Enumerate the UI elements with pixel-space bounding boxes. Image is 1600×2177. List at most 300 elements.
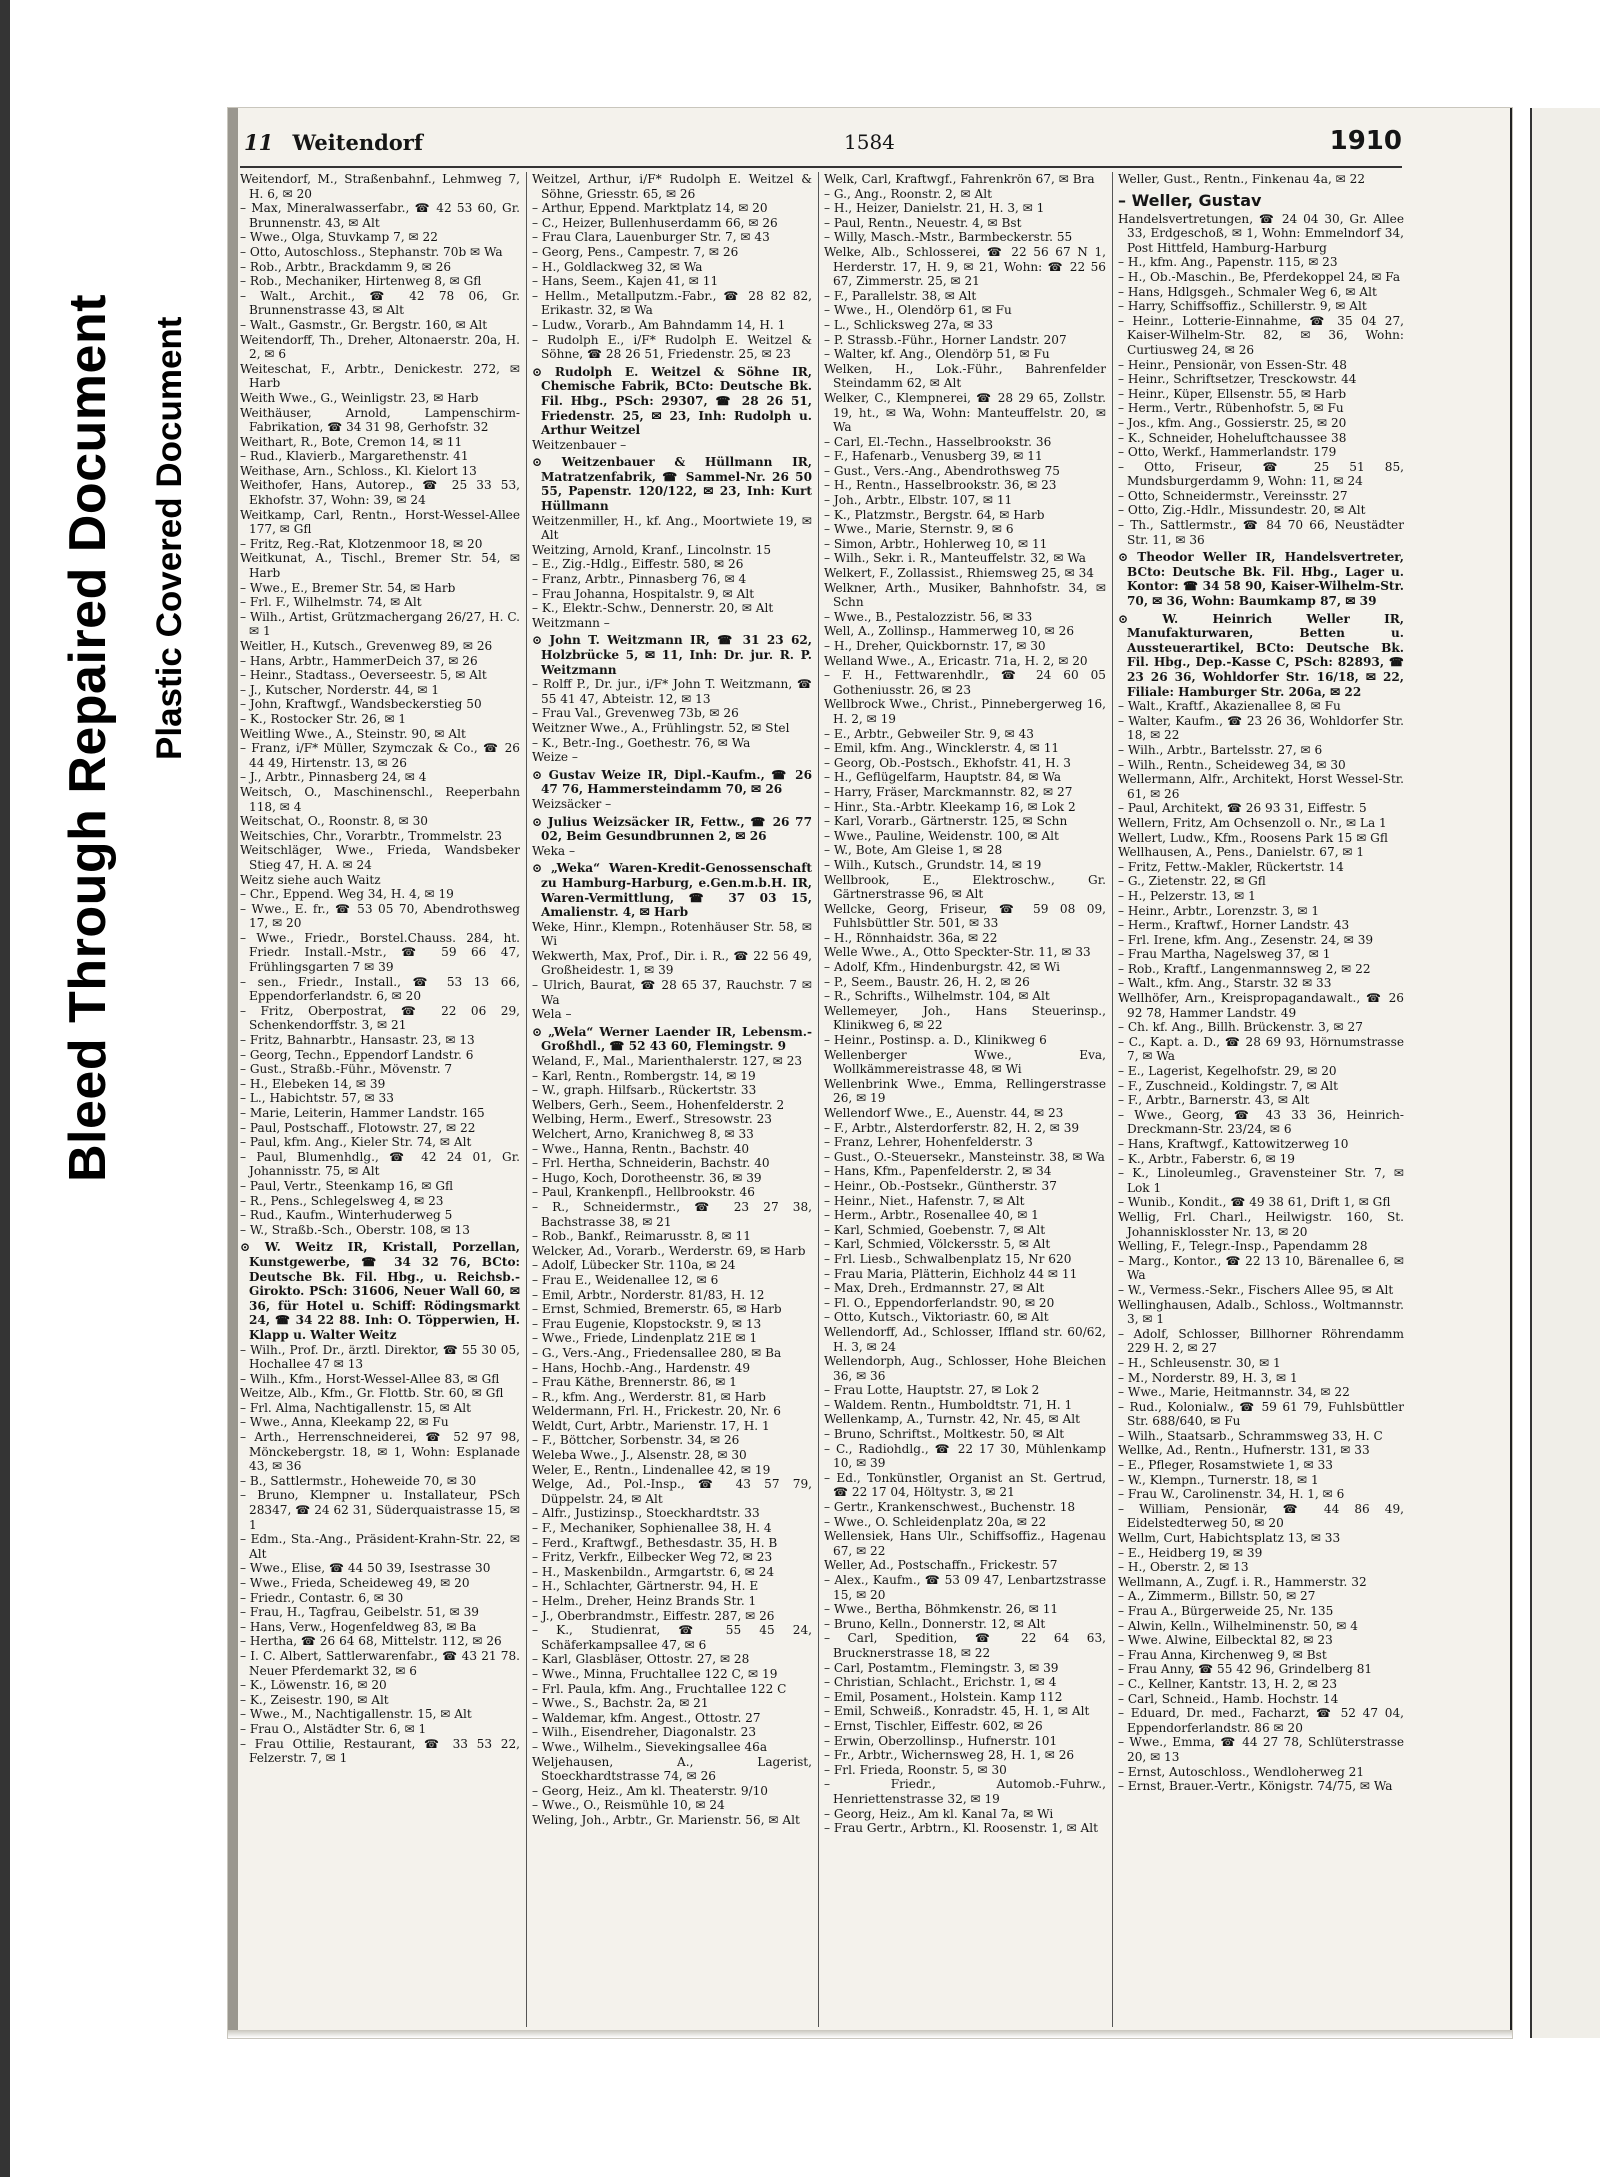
directory-entry: – Heinr., Pensionär, von Essen-Str. 48 [1118, 357, 1347, 372]
directory-entry: – H., Maskenbildn., Armgartstr. 6, ✉ 24 [532, 1564, 775, 1579]
directory-entry: – Franz, Lehrer, Hohenfelderstr. 3 [824, 1135, 1033, 1150]
column-4 [1118, 172, 1404, 2027]
directory-entry: – F., Arbtr., Barnerstr. 43, ✉ Alt [1118, 1093, 1310, 1108]
firm-entry: ⊙ W. Weitz IR, Kristall, Porzellan, Kunstgewerbe, ☎ 34 32 76, BCto: Deutsche Bk. Fil. Hbg., u. Reichsb.-Girokto. PSch: 31606, Neuer Wall 60, ✉ 36, für Hotel u. Schiff: Rödingsmarkt 24, ☎ 34 22 88. Inh: O. Töpperwien, H. Klapp u. Walter Weitz [240, 1240, 520, 1342]
directory-entry: – J., Arbtr., Pinnasberg 24, ✉ 4 [240, 770, 427, 785]
directory-entry: – W., Klempn., Turnerstr. 18, ✉ 1 [1118, 1472, 1319, 1487]
directory-entry: Weithart, R., Bote, Cremon 14, ✉ 11 [240, 434, 463, 449]
directory-entry: – Hertha, ☎ 26 64 68, Mittelstr. 112, ✉ 26 [240, 1634, 502, 1649]
directory-entry: – Paul, kfm. Ang., Kieler Str. 74, ✉ Alt [240, 1135, 472, 1150]
directory-entry: – Frau, H., Tagfrau, Geibelstr. 51, ✉ 39 [240, 1605, 479, 1620]
directory-entry: – Frau E., Weidenallee 12, ✉ 6 [532, 1272, 719, 1287]
directory-entry: – H., Pelzerstr. 13, ✉ 1 [1118, 888, 1256, 903]
directory-entry: – Franz, Arbtr., Pinnasberg 76, ✉ 4 [532, 572, 747, 587]
directory-entry: – Frau Clara, Lauenburger Str. 7, ✉ 43 [532, 230, 770, 245]
directory-entry: Welge, Ad., Pol.-Insp., ☎ 43 57 79, Düppelstr. 24, ✉ Alt [532, 1477, 812, 1506]
directory-entry: – Erwin, Oberzollinsp., Hufnerstr. 101 [824, 1733, 1058, 1748]
directory-entry: – E., Arbtr., Gebweiler Str. 9, ✉ 43 [824, 726, 1034, 741]
directory-entry: – Christian, Schlacht., Erichstr. 1, ✉ 4 [824, 1675, 1057, 1690]
directory-entry: – Rob., Bankf., Reimarusstr. 8, ✉ 11 [532, 1229, 751, 1244]
directory-entry: – Georg, Heiz., Am kl. Theaterstr. 9/10 [532, 1783, 768, 1798]
directory-entry: – Frl. Paula, kfm. Ang., Fruchtallee 122 C [532, 1681, 787, 1696]
directory-entry: – H., Elebeken 14, ✉ 39 [240, 1076, 386, 1091]
directory-entry: – Wwe., Anna, Kleekamp 22, ✉ Fu [240, 1415, 449, 1430]
directory-entry: Handelsvertretungen, ☎ 24 04 30, Gr. Allee 33, Erdgeschoß, ✉ 1, Wohn: Emmelndorf 34, Post Hittfeld, Hamburg-Harburg [1118, 211, 1404, 255]
directory-entry: – Walt., kfm. Ang., Starstr. 32 ✉ 33 [1118, 976, 1332, 991]
directory-entry: Weland, F., Mal., Marienthalerstr. 127, ✉ 23 [532, 1054, 803, 1069]
directory-entry: – K., Arbtr., Faberstr. 6, ✉ 19 [1118, 1151, 1295, 1166]
directory-entry: – Hinr., Sta.-Arbtr. Kleekamp 16, ✉ Lok 2 [824, 799, 1076, 814]
directory-entry: – Walt., Kraftf., Akazienallee 8, ✉ Fu [1118, 699, 1341, 714]
directory-entry: Welland Wwe., A., Ericastr. 71a, H. 2, ✉ 20 [824, 653, 1088, 668]
plastic-covered-stamp: Plastic Covered Document [150, 316, 189, 760]
directory-entry: – Wwe., Emma, ☎ 44 27 78, Schlüterstrasse 20, ✉ 13 [1118, 1735, 1404, 1764]
directory-entry: – Karl, Glasbläser, Ottostr. 27, ✉ 28 [532, 1652, 750, 1667]
firm-entry: ⊙ W. Heinrich Weller IR, Manufakturwaren, Betten u. Aussteuerartikel, BCto: Deutsche Bk. Fil. Hbg., Dep.-Kasse C, PSch: 82893, ☎ 23 26 36, Wohldorfer Str. 16/18, ✉ 22, Filiale: Hamburger Str. 206a, ✉ 22 [1118, 611, 1404, 699]
directory-entry: – Georg, Techn., Eppendorf Landstr. 6 [240, 1047, 474, 1062]
directory-entry: Weitschläger, Wwe., Frieda, Wandsbeker Stieg 47, H. A. ✉ 24 [240, 843, 520, 872]
directory-entry: – Waldem. Rentn., Humboldtstr. 71, H. 1 [824, 1397, 1073, 1412]
directory-entry: Wela – [532, 1007, 572, 1022]
directory-entry: – Rud., Klavierb., Margarethenstr. 41 [240, 449, 469, 464]
directory-entry: – C., Kellner, Kantstr. 13, H. 2, ✉ 23 [1118, 1676, 1338, 1691]
directory-entry: – R., kfm. Ang., Werderstr. 81, ✉ Harb [532, 1389, 766, 1404]
directory-entry: – Frau Johanna, Hospitalstr. 9, ✉ Alt [532, 586, 755, 601]
directory-entry: – Herm., Kraftwf., Horner Landstr. 43 [1118, 918, 1350, 933]
directory-entry: Welken, H., Lok.-Führ., Bahrenfelder Steindamm 62, ✉ Alt [824, 361, 1106, 391]
directory-entry: – Wwe., H., Olendörp 61, ✉ Fu [824, 303, 1012, 318]
directory-entry: – Wwe., Olga, Stuvkamp 7, ✉ 22 [240, 230, 438, 245]
directory-entry: Weller, Gust., Rentn., Finkenau 4a, ✉ 22 [1118, 172, 1366, 186]
directory-entry: – J., Kutscher, Norderstr. 44, ✉ 1 [240, 682, 440, 697]
header-number: 11 [244, 130, 274, 155]
firm-entry: ⊙ John T. Weitzmann IR, ☎ 31 23 62, Holzbrücke 5, ✉ 11, Inh: Dr. jur. R. P. Weitzmann [532, 633, 812, 677]
directory-entry: – Fritz, Bahnarbtr., Hansastr. 23, ✉ 13 [240, 1033, 475, 1048]
directory-entry: – Harry, Schiffsoffiz., Schillerstr. 9, ✉ Alt [1118, 299, 1367, 314]
directory-entry: – Wilh., Arbtr., Bartelsstr. 27, ✉ 6 [1118, 742, 1323, 757]
directory-entry: Weitendorf, M., Straßenbahnf., Lehmweg 7, H. 6, ✉ 20 [240, 172, 520, 201]
directory-entry: – F., Hafenarb., Venusberg 39, ✉ 11 [824, 449, 1043, 464]
directory-entry: – Rud., Kolonialw., ☎ 59 61 79, Fuhlsbüttler Str. 688/640, ✉ Fu [1118, 1399, 1404, 1429]
directory-entry: Weithäuser, Arnold, Lampenschirm-Fabrikation, ☎ 34 31 98, Gerhofstr. 32 [240, 405, 520, 435]
directory-entry: – Chr., Eppend. Weg 34, H. 4, ✉ 19 [240, 887, 454, 902]
directory-entry: – H., Rentn., Hasselbrookstr. 36, ✉ 23 [824, 478, 1057, 493]
directory-entry: – C., Radiohdlg., ☎ 22 17 30, Mühlenkamp 10, ✉ 39 [824, 1441, 1106, 1471]
directory-entry: – Frau Martha, Nagelsweg 37, ✉ 1 [1118, 947, 1331, 962]
directory-entry: – Alex., Kaufm., ☎ 53 09 47, Lenbartzstrasse 15, ✉ 20 [824, 1573, 1106, 1602]
directory-entry: – Emil, Posament., Holstein. Kamp 112 [824, 1689, 1063, 1704]
directory-entry: – Otto, Zig.-Hdlr., Missundestr. 20, ✉ Alt [1118, 503, 1366, 518]
directory-entry: – Adolf, Kfm., Hindenburgstr. 42, ✉ Wi [824, 960, 1061, 975]
directory-entry: – Rud., Kaufm., Winterhuderweg 5 [240, 1208, 453, 1223]
directory-entry: – Wwe., E. fr., ☎ 53 05 70, Abendrothsweg 17, ✉ 20 [240, 901, 520, 931]
bleed-through-stamp: Bleed Through Repaired Document [59, 293, 117, 1182]
header-rule [240, 166, 1402, 168]
adjacent-page-strip [1530, 108, 1600, 2038]
directory-columns [240, 172, 1404, 2027]
directory-entry: – Karl, Schmied, Goebenstr. 7, ✉ Alt [824, 1222, 1046, 1237]
directory-entry: – Gust., Straßb.-Führ., Mövenstr. 7 [240, 1062, 453, 1077]
column-1 [240, 172, 520, 2027]
directory-entry: – J., Oberbrandmstr., Eiffestr. 287, ✉ 26 [532, 1608, 775, 1623]
directory-entry: Wellke, Ad., Rentn., Hufnerstr. 131, ✉ 33 [1118, 1443, 1370, 1458]
directory-entry: Wellert, Ludw., Kfm., Roosens Park 15 ✉ Gfl [1118, 830, 1388, 845]
directory-entry: Wellensiek, Hans Ulr., Schiffsoffiz., Hagenau 67, ✉ 22 [824, 1529, 1106, 1558]
directory-entry: Weithase, Arn., Schloss., Kl. Kielort 13 [240, 463, 477, 478]
directory-entry: Welle Wwe., A., Otto Speckter-Str. 11, ✉ 33 [824, 945, 1091, 960]
directory-entry: – Walt., Gasmstr., Gr. Bergstr. 160, ✉ Alt [240, 317, 488, 332]
directory-entry: – Ferd., Kraftwgf., Bethesdastr. 35, H. B [532, 1535, 778, 1550]
directory-entry: Well, A., Zollinsp., Hammerweg 10, ✉ 26 [824, 624, 1075, 639]
directory-entry: – A., Zimmerm., Billstr. 50, ✉ 27 [1118, 1589, 1316, 1604]
directory-entry: – Georg, Ob.-Postsch., Ekhofstr. 41, H. 3 [824, 755, 1071, 770]
directory-entry: – Paul, Architekt, ☎ 26 93 31, Eiffestr. 5 [1118, 801, 1367, 816]
header-section-name: Weitendorf [292, 130, 423, 155]
directory-entry: – Paul, Rentn., Neuestr. 4, ✉ Bst [824, 215, 1022, 230]
directory-entry: – Bruno, Schriftst., Moltkestr. 50, ✉ Alt [824, 1427, 1065, 1442]
directory-entry: – Frau Anny, ☎ 55 42 96, Grindelberg 81 [1118, 1662, 1373, 1677]
directory-entry: – Wwe., Hanna, Rentn., Bachstr. 40 [532, 1141, 750, 1156]
directory-entry: – Wwe., Minna, Fruchtallee 122 C, ✉ 19 [532, 1666, 778, 1681]
directory-entry: – Frl. Liesb., Schwalbenplatz 15, Nr 620 [824, 1251, 1072, 1266]
directory-entry: Weize – [532, 750, 578, 765]
directory-entry: – H., Dreher, Quickbornstr. 17, ✉ 30 [824, 639, 1046, 653]
directory-entry: – Emil, Schweiß., Konradstr. 45, H. 1, ✉ Alt [824, 1704, 1090, 1719]
directory-entry: – Wwe., Marie, Heitmannstr. 34, ✉ 22 [1118, 1385, 1350, 1400]
directory-entry: – Gertr., Krankenschwest., Buchenstr. 18 [824, 1500, 1076, 1515]
directory-entry: – Max, Dreh., Erdmannstr. 27, ✉ Alt [824, 1281, 1045, 1296]
directory-entry: – Ernst, Tischler, Eiffestr. 602, ✉ 26 [824, 1718, 1043, 1733]
scan-edge-shadow [0, 0, 10, 2177]
directory-entry: – P. Strassb.-Führ., Horner Landstr. 207 [824, 332, 1067, 347]
directory-entry: – Frau Ottilie, Restaurant, ☎ 33 53 22, Felzerstr. 7, ✉ 1 [240, 1736, 520, 1766]
directory-entry: Weiteschat, F., Arbtr., Denickestr. 272, ✉ Harb [240, 361, 520, 391]
directory-entry: Wellenkamp, A., Turnstr. 42, Nr. 45, ✉ Alt [824, 1412, 1080, 1427]
directory-entry: – K., Rostocker Str. 26, ✉ 1 [240, 711, 407, 726]
directory-entry: – Rudolph E., i/F* Rudolph E. Weitzel & Söhne, ☎ 28 26 51, Friedenstr. 25, ✉ 23 [532, 332, 812, 362]
directory-entry: – Arthur, Eppend. Marktplatz 14, ✉ 20 [532, 201, 768, 216]
directory-entry: – Fritz, Fettw.-Makler, Rückertstr. 14 [1118, 859, 1344, 874]
directory-entry: – Fritz, Reg.-Rat, Klotzenmoor 18, ✉ 20 [240, 536, 483, 551]
directory-entry: – Otto, Werkf., Hammerlandstr. 179 [1118, 445, 1337, 460]
directory-entry: – Paul, Vertr., Steenkamp 16, ✉ Gfl [240, 1178, 454, 1193]
directory-entry: Wellendorff, Ad., Schlosser, Iffland str. 60/62, H. 3, ✉ 24 [824, 1324, 1106, 1354]
directory-entry: – Wilh., Rentn., Scheideweg 34, ✉ 30 [1118, 757, 1346, 772]
directory-entry: Wekwerth, Max, Prof., Dir. i. R., ☎ 22 56 49, Großheidestr. 1, ✉ 39 [532, 948, 812, 978]
directory-entry: – K., Studienrat, ☎ 55 45 24, Schäferkampsallee 47, ✉ 6 [532, 1623, 812, 1652]
directory-entry: – K., Schneider, Hoheluftchaussee 38 [1118, 430, 1347, 445]
directory-entry: – Friedr., Automob.-Fuhrw., Henriettenstrasse 32, ✉ 19 [824, 1777, 1106, 1806]
directory-entry: Wellenberger Wwe., Eva, Wollkämmereistrasse 48, ✉ Wi [824, 1047, 1106, 1077]
directory-entry: – Hans, Hdlgsgeh., Schmaler Weg 6, ✉ Alt [1118, 284, 1377, 299]
header-section [244, 130, 423, 155]
directory-entry: – Hellm., Metallputzm.-Fabr., ☎ 28 82 82, Erikastr. 32, ✉ Wa [532, 288, 812, 318]
directory-entry: – William, Pensionär, ☎ 44 86 49, Eidelstedterweg 50, ✉ 20 [1118, 1501, 1404, 1531]
directory-entry: – Wwe., Frieda, Scheideweg 49, ✉ 20 [240, 1576, 470, 1590]
directory-entry: – Otto, Schneidermstr., Vereinsstr. 27 [1118, 488, 1348, 503]
directory-entry: – Otto, Kutsch., Viktoriastr. 60, ✉ Alt [824, 1310, 1049, 1325]
directory-entry: Welcker, Ad., Vorarb., Werderstr. 69, ✉ Harb [532, 1243, 806, 1258]
directory-entry: – Wilh., Prof. Dr., ärztl. Direktor, ☎ 55 30 05, Hochallee 47 ✉ 13 [240, 1342, 520, 1372]
directory-entry: – F., Arbtr., Alsterdorferstr. 82, H. 2, ✉ 39 [824, 1120, 1080, 1135]
directory-entry: – R., Pens., Schlegelsweg 4, ✉ 23 [240, 1193, 444, 1208]
directory-entry: Welbers, Gerh., Seem., Hohenfelderstr. 2 [532, 1097, 785, 1112]
directory-entry: – H., Heizer, Danielstr. 21, H. 3, ✉ 1 [824, 201, 1045, 216]
directory-entry: – Ludw., Vorarb., Am Bahndamm 14, H. 1 [532, 317, 786, 332]
column-2 [532, 172, 812, 2027]
directory-entry: – H., Oberstr. 2, ✉ 13 [1118, 1560, 1249, 1575]
directory-entry: – H., Ob.-Maschin., Be, Pferdekoppel 24, ✉ Fa [1118, 269, 1401, 284]
directory-entry: – W., graph. Hilfsarb., Rückertstr. 33 [532, 1083, 757, 1098]
directory-entry: – Adolf, Lübecker Str. 110a, ✉ 24 [532, 1258, 736, 1273]
directory-entry: – Ed., Tonkünstler, Organist an St. Gertrud, ☎ 22 17 04, Höltystr. 3, ✉ 21 [824, 1470, 1106, 1500]
directory-entry: – Arth., Herrenschneiderei, ☎ 52 97 98, Mönckebergstr. 18, ✉ 1, Wohn: Esplanade 43, ✉ 36 [240, 1430, 520, 1474]
directory-entry: Wellmann, A., Zugf. i. R., Hammerstr. 32 [1118, 1574, 1367, 1589]
directory-entry: Wellendorf Wwe., E., Auenstr. 44, ✉ 23 [824, 1106, 1064, 1120]
directory-entry: – Wwe., Wilhelm., Sievekingsallee 46a [532, 1739, 768, 1754]
directory-entry: – Wwe. Alwine, Eilbecktal 82, ✉ 23 [1118, 1633, 1333, 1648]
page-right-rule [1510, 108, 1512, 2038]
directory-entry: Welbing, Herm., Ewerf., Stresowstr. 23 [532, 1112, 772, 1127]
directory-entry: Weke, Hinr., Klempn., Rotenhäuser Str. 58, ✉ Wi [532, 919, 812, 949]
directory-entry: – Joh., Arbtr., Elbstr. 107, ✉ 11 [824, 493, 1013, 508]
firm-entry: ⊙ „Wela“ Werner Laender IR, Lebensm.-Großhdl., ☎ 52 43 60, Flemingstr. 9 [532, 1024, 812, 1054]
directory-entry: Weitkamp, Carl, Rentn., Horst-Wessel-Allee 177, ✉ Gfl [240, 507, 520, 537]
directory-entry: – Ernst, Schmied, Bremerstr. 65, ✉ Harb [532, 1302, 782, 1317]
directory-entry: – Fr., Arbtr., Wichernsweg 28, H. 1, ✉ 26 [824, 1748, 1075, 1763]
directory-entry: Wellemeyer, Joh., Hans Steuerinsp., Klinikweg 6, ✉ 22 [824, 1003, 1106, 1033]
directory-entry: Weljehausen, A., Lagerist, Stoeckhardtstrasse 74, ✉ 26 [532, 1754, 812, 1784]
directory-entry: Wellenbrink Wwe., Emma, Rellingerstrasse 26, ✉ 19 [824, 1076, 1106, 1106]
directory-entry: – Emil, kfm. Ang., Wincklerstr. 4, ✉ 11 [824, 741, 1060, 756]
directory-entry: – K., Elektr.-Schw., Dennerstr. 20, ✉ Alt [532, 601, 774, 616]
directory-entry: Weitzner Wwe., A., Frühlingstr. 52, ✉ Stel [532, 720, 790, 735]
directory-entry: – Fl. O., Eppendorferlandstr. 90, ✉ 20 [824, 1295, 1055, 1310]
directory-entry: Welkert, F., Zollassist., Rhiemsweg 25, ✉ 34 [824, 566, 1094, 581]
directory-entry: Weitzel, Arthur, i/F* Rudolph E. Weitzel & Söhne, Griesstr. 65, ✉ 26 [532, 172, 812, 201]
directory-entry: Wellbrook, E., Elektroschw., Gr. Gärtnerstrasse 96, ✉ Alt [824, 872, 1106, 902]
directory-entry: – Wilh., Artist, Grützmachergang 26/27, H. C. ✉ 1 [240, 609, 520, 639]
directory-entry: – Wwe., B., Pestalozzistr. 56, ✉ 33 [824, 609, 1033, 624]
directory-entry: Weith Wwe., G., Weinligstr. 23, ✉ Harb [240, 390, 479, 405]
directory-entry: – Frau Anna, Kirchenweg 9, ✉ Bst [1118, 1647, 1327, 1662]
directory-entry: – Wwe., Georg, ☎ 43 33 36, Heinrich-Dreckmann-Str. 23/24, ✉ 6 [1118, 1107, 1404, 1137]
directory-entry: Wellbrock Wwe., Christ., Pinnebergerweg 16, H. 2, ✉ 19 [824, 697, 1106, 726]
directory-entry: – Emil, Arbtr., Norderstr. 81/83, H. 12 [532, 1287, 765, 1302]
directory-entry: – W., Bote, Am Gleise 1, ✉ 28 [824, 843, 1003, 858]
directory-entry: Weitz siehe auch Waitz [240, 872, 381, 887]
directory-entry: – Heinr., Arbtr., Lorenzstr. 3, ✉ 1 [1118, 903, 1320, 918]
directory-entry: – F., Zuschneid., Koldingstr. 7, ✉ Alt [1118, 1078, 1339, 1093]
directory-entry: – Bruno, Kelln., Donnerstr. 12, ✉ Alt [824, 1616, 1046, 1631]
firm-entry: ⊙ Theodor Weller IR, Handelsvertreter, BCto: Deutsche Bk. Fil. Hbg., Lager u. Kontor: ☎ 34 58 90, Kaiser-Wilhelm-Str. 70, ✉ 36, Wohn: Baumkamp 87, ✉ 39 [1118, 550, 1404, 609]
directory-entry: Weler, E., Rentn., Lindenallee 42, ✉ 19 [532, 1462, 771, 1477]
directory-entry: – H., kfm. Ang., Papenstr. 115, ✉ 23 [1118, 255, 1338, 270]
directory-entry: – Wilh., Eisendreher, Diagonalstr. 23 [532, 1725, 757, 1740]
directory-entry: – Frau Maria, Plätterin, Eichholz 44 ✉ 11 [824, 1266, 1078, 1281]
directory-entry: – Wwe., Marie, Sternstr. 9, ✉ 6 [824, 522, 1014, 537]
directory-entry: – Gust., Vers.-Ang., Abendrothsweg 75 [824, 463, 1060, 478]
directory-entry: – Heinr., Postinsp. a. D., Klinikweg 6 [824, 1033, 1047, 1048]
directory-entry: Weller, Ad., Postschaffn., Frickestr. 57 [824, 1558, 1058, 1573]
directory-entry: Weitschat, O., Roonstr. 8, ✉ 30 [240, 814, 429, 829]
directory-entry: – John, Kraftwgf., Wandsbeckerstieg 50 [240, 697, 482, 712]
directory-entry: – Hans, Seem., Kajen 41, ✉ 11 [532, 274, 719, 289]
directory-entry: Weitler, H., Kutsch., Grevenweg 89, ✉ 26 [240, 639, 493, 653]
header-page-number: 1584 [844, 130, 895, 154]
directory-entry: – Alfr., Justizinsp., Stoeckhardtstr. 33 [532, 1506, 760, 1521]
directory-entry: – Wwe., Elise, ☎ 44 50 39, Isestrasse 30 [240, 1561, 491, 1576]
directory-entry: Weitsch, O., Maschinenschl., Reeperbahn 118, ✉ 4 [240, 784, 520, 814]
directory-entry: – K., Betr.-Ing., Goethestr. 76, ✉ Wa [532, 735, 751, 750]
directory-entry: – Otto, Friseur, ☎ 25 51 85, Mundsburgerdamm 9, Wohn: 11, ✉ 24 [1118, 459, 1404, 489]
directory-entry: Weitling Wwe., A., Steinstr. 90, ✉ Alt [240, 726, 466, 741]
directory-entry: Welling, F., Telegr.-Insp., Papendamm 28 [1118, 1239, 1368, 1254]
directory-entry: – R., Schneidermstr., ☎ 23 27 38, Bachstrasse 38, ✉ 21 [532, 1199, 812, 1229]
directory-entry: Welk, Carl, Kraftwgf., Fahrenkrön 67, ✉ Bra [824, 172, 1095, 186]
directory-entry: – Alwin, Kelln., Wilhelminenstr. 50, ✉ 4 [1118, 1618, 1358, 1633]
directory-entry: – Edm., Sta.-Ang., Präsident-Krahn-Str. 22, ✉ Alt [240, 1532, 520, 1561]
directory-entry: – Paul, Krankenpfl., Hellbrookstr. 46 [532, 1185, 755, 1200]
firm-entry: ⊙ Julius Weizsäcker IR, Fettw., ☎ 26 77 02, Beim Gesundbrunnen 2, ✉ 26 [532, 814, 812, 844]
directory-entry: – Simon, Arbtr., Hohlerweg 10, ✉ 11 [824, 536, 1048, 551]
directory-entry: – Ch. kf. Ang., Billh. Brückenstr. 3, ✉ 27 [1118, 1020, 1363, 1035]
directory-entry: – Karl, Vorarb., Gärtnerstr. 125, ✉ Schn [824, 814, 1068, 829]
directory-entry: – Hans, Hochb.-Ang., Hardenstr. 49 [532, 1360, 751, 1375]
directory-entry: – Frl. Irene, kfm. Ang., Zesenstr. 24, ✉ 39 [1118, 932, 1374, 947]
directory-entry: – Frau Val., Grevenweg 73b, ✉ 26 [532, 706, 739, 721]
directory-entry: – C., Heizer, Bullenhuserdamm 66, ✉ 26 [532, 215, 778, 230]
directory-entry: – R., Schrifts., Wilhelmstr. 104, ✉ Alt [824, 989, 1050, 1004]
directory-entry: Wellinghausen, Adalb., Schloss., Woltmannstr. 3, ✉ 1 [1118, 1297, 1404, 1327]
directory-entry: Weitze, Alb., Kfm., Gr. Flottb. Str. 60, ✉ Gfl [240, 1386, 504, 1401]
directory-entry: – Ernst, Autoschloss., Wendloherweg 21 [1118, 1764, 1365, 1779]
directory-entry: – K., Löwenstr. 16, ✉ 20 [240, 1678, 387, 1693]
directory-entry: – Frau O., Alstädter Str. 6, ✉ 1 [240, 1721, 427, 1736]
directory-entry: Wellm, Curt, Habichtsplatz 13, ✉ 33 [1118, 1531, 1341, 1546]
directory-entry: – sen., Friedr., Install., ☎ 53 13 66, Eppendorferlandstr. 6, ✉ 20 [240, 974, 520, 1004]
column-rule [526, 172, 527, 2027]
directory-entry: – Herm., Vertr., Rübenhofstr. 5, ✉ Fu [1118, 401, 1344, 416]
directory-entry: – Rolff P., Dr. jur., i/F* John T. Weitzmann, ☎ 55 41 47, Abteistr. 12, ✉ 13 [532, 677, 812, 706]
directory-entry: Wellendorph, Aug., Schlosser, Hohe Bleichen 36, ✉ 36 [824, 1354, 1106, 1383]
directory-entry: – Wilh., Kfm., Horst-Wessel-Allee 83, ✉ Gfl [240, 1371, 500, 1386]
directory-entry: – H., Goldlackweg 32, ✉ Wa [532, 259, 703, 274]
directory-entry: Wellcke, Georg, Friseur, ☎ 59 08 09, Fuhlsbüttler Str. 501, ✉ 33 [824, 901, 1106, 931]
directory-entry: – Wwe., M., Nachtigallenstr. 15, ✉ Alt [240, 1707, 472, 1722]
directory-entry: Weitendorff, Th., Dreher, Altonaerstr. 20a, H. 2, ✉ 6 [240, 332, 520, 362]
directory-entry: – F., Mechaniker, Sophienallee 38, H. 4 [532, 1521, 772, 1536]
directory-entry: – P., Seem., Baustr. 26, H. 2, ✉ 26 [824, 974, 1030, 989]
directory-entry: – F., Böttcher, Sorbenstr. 34, ✉ 26 [532, 1433, 740, 1448]
firm-heading: – Weller, Gustav [1118, 190, 1262, 210]
directory-entry: Wellig, Frl. Charl., Heilwigstr. 160, St. Johannisklosster Nr. 13, ✉ 20 [1118, 1209, 1404, 1239]
directory-entry: – Herm., Arbtr., Rosenallee 40, ✉ 1 [824, 1208, 1039, 1223]
directory-entry: – W., Straßb.-Sch., Oberstr. 108, ✉ 13 [240, 1222, 470, 1237]
directory-entry: – Walter, kf. Ang., Olendörp 51, ✉ Fu [824, 347, 1050, 362]
directory-entry: – Frl. Frieda, Roonstr. 5, ✉ 30 [824, 1762, 1007, 1777]
directory-entry: – G., Ang., Roonstr. 2, ✉ Alt [824, 186, 992, 201]
directory-entry: – E., Heidberg 19, ✉ 39 [1118, 1545, 1263, 1560]
directory-entry: – Bruno, Klempner u. Installateur, PSch 28347, ☎ 24 62 31, Süderquaistrasse 15, ✉ 1 [240, 1488, 520, 1532]
directory-entry: – Rob., Arbtr., Brackdamm 9, ✉ 26 [240, 259, 452, 274]
directory-entry: – L., Schlicksweg 27a, ✉ 33 [824, 317, 994, 332]
directory-entry: – Jos., kfm. Ang., Gossierstr. 25, ✉ 20 [1118, 415, 1347, 430]
directory-entry: – Walter, Kaufm., ☎ 23 26 36, Wohldorfer Str. 18, ✉ 22 [1118, 713, 1404, 743]
directory-entry: Weitzenbauer – [532, 437, 627, 452]
directory-entry: – H., Rönnhaidstr. 36a, ✉ 22 [824, 930, 998, 945]
directory-entry: – Hans, Kraftwgf., Kattowitzerweg 10 [1118, 1137, 1349, 1151]
directory-entry: – E., Zig.-Hdlg., Eiffestr. 580, ✉ 26 [532, 557, 744, 572]
directory-entry: – Georg, Heiz., Am kl. Kanal 7a, ✉ Wi [824, 1806, 1054, 1821]
directory-entry: – Franz, i/F* Müller, Szymczak & Co., ☎ 26 44 49, Hirtenstr. 13, ✉ 26 [240, 741, 520, 770]
directory-entry: – Frl. Alma, Nachtigallenstr. 15, ✉ Alt [240, 1400, 472, 1415]
directory-entry: – Wunib., Kondit., ☎ 49 38 61, Drift 1, ✉ Gfl [1118, 1195, 1391, 1210]
directory-entry: – Wwe., S., Bachstr. 2a, ✉ 21 [532, 1696, 709, 1711]
directory-entry: Weitzing, Arnold, Kranf., Lincolnstr. 15 [532, 542, 772, 557]
directory-entry: Weling, Joh., Arbtr., Gr. Marienstr. 56, ✉ Alt [532, 1812, 800, 1827]
column-3 [824, 172, 1106, 2027]
directory-entry: – Georg, Pens., Campestr. 7, ✉ 26 [532, 244, 739, 259]
directory-entry: – Fritz, Verkfr., Eilbecker Weg 72, ✉ 23 [532, 1550, 773, 1565]
directory-entry: Welker, C., Klempnerei, ☎ 28 29 65, Zollstr. 19, ht., ✉ Wa, Wohn: Manteuffelstr. 20, ✉ Wa [824, 390, 1106, 435]
directory-entry: – Frau Lotte, Hauptstr. 27, ✉ Lok 2 [824, 1383, 1040, 1398]
directory-entry: – Wilh., Staatsarb., Schrammsweg 33, H. C [1118, 1428, 1383, 1443]
firm-entry: ⊙ Weitzenbauer & Hüllmann IR, Matratzenfabrik, ☎ Sammel-Nr. 26 50 55, Papenstr. 120/122, ✉ 23, Inh: Kurt Hüllmann [532, 455, 812, 514]
directory-entry: Weleba Wwe., J., Alsenstr. 28, ✉ 30 [532, 1448, 747, 1463]
directory-entry: – W., Vermess.-Sekr., Fischers Allee 95, ✉ Alt [1118, 1282, 1394, 1297]
directory-entry: Weldt, Curt, Arbtr., Marienstr. 17, H. 1 [532, 1418, 770, 1433]
directory-entry: – Hans, Arbtr., HammerDeich 37, ✉ 26 [240, 653, 478, 668]
directory-entry: – Wwe., Bertha, Böhmkenstr. 26, ✉ 11 [824, 1602, 1059, 1617]
page-header [244, 118, 1402, 164]
directory-entry: Weitzmann – [532, 615, 610, 630]
directory-entry: – Fritz, Oberpostrat, ☎ 22 06 29, Schenkendorffstr. 3, ✉ 21 [240, 1003, 520, 1033]
directory-entry: Weizsäcker – [532, 796, 612, 811]
directory-entry: – H., Schleusenstr. 30, ✉ 1 [1118, 1355, 1281, 1370]
directory-entry: – Hans, Verw., Hogenfeldweg 83, ✉ Ba [240, 1619, 477, 1634]
directory-entry: – Gust., O.-Steuersekr., Mansteinstr. 38, ✉ Wa [824, 1149, 1105, 1164]
page-gutter-edge [228, 108, 238, 2038]
directory-entry: – Wilh., Kutsch., Grundstr. 14, ✉ 19 [824, 857, 1042, 872]
directory-entry: – G., Zietenstr. 22, ✉ Gfl [1118, 874, 1266, 889]
directory-entry: – Frl. Hertha, Schneiderin, Bachstr. 40 [532, 1156, 770, 1171]
directory-entry: – Th., Sattlermstr., ☎ 84 70 66, Neustädter Str. 11, ✉ 36 [1118, 518, 1404, 547]
directory-entry: Weitschies, Chr., Vorarbtr., Trommelstr. 23 [240, 828, 502, 843]
directory-entry: Welke, Alb., Schlosserei, ☎ 22 56 67 N 1, Herderstr. 17, H. 9, ✉ 21, Wohn: ☎ 22 56 67, Zimmerstr. 25, ✉ 21 [824, 244, 1106, 289]
directory-entry: Weldermann, Frl. H., Frickestr. 20, Nr. 6 [532, 1404, 781, 1419]
directory-entry: – Heinr., Schriftsetzer, Tresckowstr. 44 [1118, 372, 1357, 387]
directory-entry: – Carl, Schneid., Hamb. Hochstr. 14 [1118, 1691, 1339, 1706]
directory-entry: – Ulrich, Baurat, ☎ 28 65 37, Rauchstr. 7 ✉ Wa [532, 978, 812, 1007]
directory-entry: – Carl, Spedition, ☎ 22 64 63, Brucknerstrasse 18, ✉ 22 [824, 1631, 1106, 1660]
directory-entry: – Waldemar, kfm. Angest., Ottostr. 27 [532, 1710, 761, 1725]
directory-entry: – K., Zeisestr. 190, ✉ Alt [240, 1692, 389, 1707]
directory-entry: Weitkunat, A., Tischl., Bremer Str. 54, ✉ Harb [240, 551, 520, 581]
directory-entry: – Willy, Masch.-Mstr., Barmbeckerstr. 55 [824, 230, 1073, 245]
firm-entry: ⊙ Gustav Weize IR, Dipl.-Kaufm., ☎ 26 47 76, Hammersteindamm 70, ✉ 26 [532, 767, 812, 797]
directory-entry: – Helm., Dreher, Heinz Brands Str. 1 [532, 1594, 757, 1608]
directory-entry: – Wilh., Sekr. i. R., Manteuffelstr. 32, ✉ Wa [824, 551, 1086, 566]
directory-entry: – I. C. Albert, Sattlerwarenfabr., ☎ 43 21 78. Neuer Pferdemarkt 32, ✉ 6 [240, 1648, 520, 1678]
firm-entry: ⊙ „Weka“ Waren-Kredit-Genossenschaft zu Hamburg-Harburg, e.Gen.m.b.H. IR, Waren-Vermittlung, ☎ 37 03 15, Amalienstr. 4, ✉ Harb [532, 861, 812, 920]
firm-entry: ⊙ Rudolph E. Weitzel & Söhne IR, Chemische Fabrik, BCto: Deutsche Bk. Fil. Hbg., PSch: 29307, ☎ 28 26 51, Friedenstr. 25, ✉ 23, Inh: Rudolph u. Arthur Weitzel [532, 364, 812, 438]
directory-entry: – H., Geflügelfarm, Hauptstr. 84, ✉ Wa [824, 770, 1062, 785]
directory-entry: – Heinr., Küper, Ellsenstr. 55, ✉ Harb [1118, 386, 1347, 401]
directory-entry: – Wwe., Friedr., Borstel.Chauss. 284, ht. Friedr. Install.-Mstr., ☎ 59 66 47, Frühlingsgarten 7 ✉ 39 [240, 930, 520, 975]
directory-entry: – Paul, Postschaff., Flotowstr. 27, ✉ 22 [240, 1120, 476, 1135]
directory-entry: – Max, Mineralwasserfabr., ☎ 42 53 60, Gr. Brunnenstr. 43, ✉ Alt [240, 201, 520, 230]
